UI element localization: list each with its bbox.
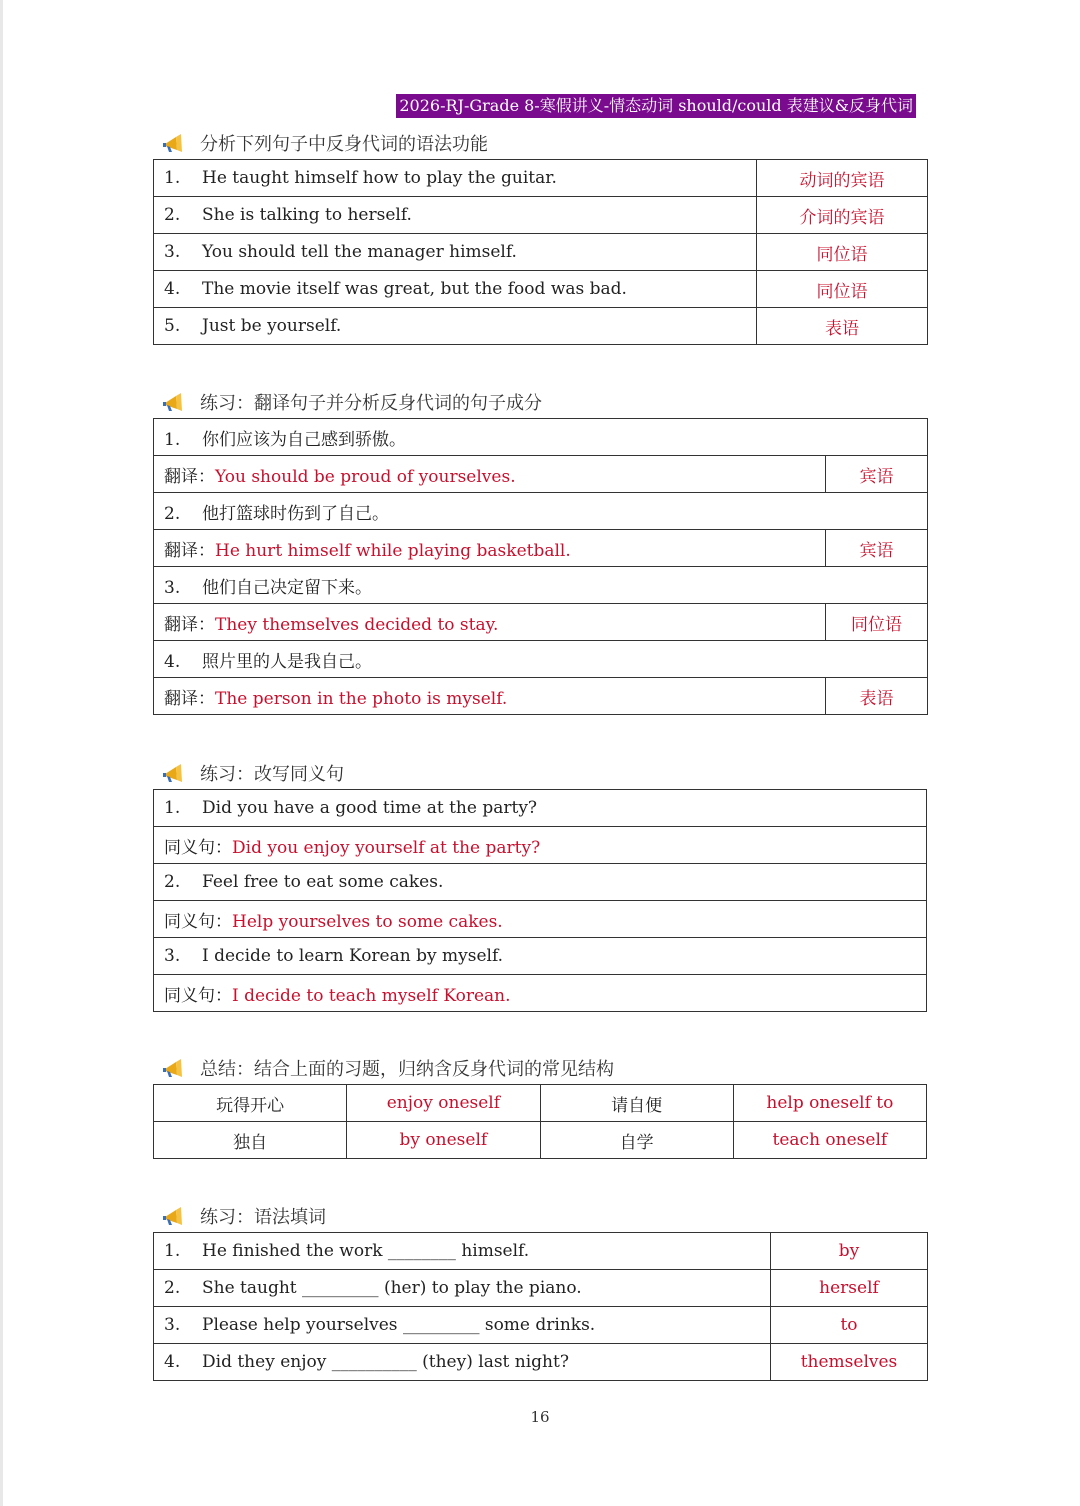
table-row [154,604,928,641]
rewrite-cell: 同义句：Did you enjoy yourself at the party? [154,827,927,864]
section4-heading [162,1055,614,1081]
translation-cell: 翻译：You should be proud of yourselves. [154,456,826,493]
translation-cell: 翻译：He hurt himself while playing basketball. [154,530,826,567]
rewrite-cell: 同义句：I decide to teach myself Korean. [154,975,927,1012]
answer-cell: herself [771,1270,928,1307]
section5-table [153,1232,928,1381]
header-banner: 2026-RJ-Grade 8-寒假讲义-情态动词 should/could 表建议&反身代词 [396,94,916,118]
blank: ________ [387,1241,456,1261]
structure-cell: enjoy oneself [347,1085,540,1122]
megaphone-icon [162,1205,188,1227]
section4-table [153,1084,927,1159]
table-row [154,419,928,456]
table-row [154,827,927,864]
role-cell: 宾语 [826,456,928,493]
table-row [154,938,927,975]
question-cell: 2. She taught _________ (her) to play the piano. [154,1270,771,1307]
table-row [154,271,928,308]
role-cell: 表语 [826,678,928,715]
page-edge [0,0,3,1506]
section2-title: 练习：翻译句子并分析反身代词的句子成分 [200,393,542,414]
sentence-cell: 1. He taught himself how to play the guitar. [154,160,757,197]
meaning-cell: 自学 [540,1122,733,1159]
meaning-cell: 独自 [154,1122,347,1159]
table-row [154,197,928,234]
original-cell: 2. Feel free to eat some cakes. [154,864,927,901]
answer-cell: to [771,1307,928,1344]
table-row [154,234,928,271]
prompt-cell: 3. 他们自己决定留下来。 [154,567,928,604]
answer-cell: 动词的宾语 [757,160,928,197]
table-row [154,567,928,604]
question-cell: 4. Did they enjoy __________ (they) last night? [154,1344,771,1381]
answer-cell: 同位语 [757,234,928,271]
table-row [154,308,928,345]
section5-heading [162,1203,326,1229]
sentence-cell: 2. She is talking to herself. [154,197,757,234]
table-row [154,456,928,493]
megaphone-icon [162,1057,188,1079]
blank: _________ [302,1278,379,1298]
megaphone-icon [162,391,188,413]
section3-title: 练习：改写同义句 [200,764,344,785]
table-row [154,975,927,1012]
table-row [154,641,928,678]
prompt-cell: 1. 你们应该为自己感到骄傲。 [154,419,928,456]
table-row [154,1344,928,1381]
table-row [154,1307,928,1344]
role-cell: 宾语 [826,530,928,567]
meaning-cell: 玩得开心 [154,1085,347,1122]
answer-cell: 介词的宾语 [757,197,928,234]
section1-table [153,159,928,345]
table-row [154,901,927,938]
section2-table [153,418,928,715]
sentence-cell: 4. The movie itself was great, but the food was bad. [154,271,757,308]
megaphone-icon [162,762,188,784]
table-row [154,160,928,197]
section2-heading [162,389,542,415]
table-row [154,493,928,530]
table-row [154,1270,928,1307]
role-cell: 同位语 [826,604,928,641]
table-row [154,1233,928,1270]
original-cell: 1. Did you have a good time at the party? [154,790,927,827]
section4-title: 总结：结合上面的习题，归纳含反身代词的常见结构 [200,1059,614,1080]
table-row [154,1122,927,1159]
answer-cell: by [771,1233,928,1270]
structure-cell: by oneself [347,1122,540,1159]
question-cell: 1. He finished the work ________ himself. [154,1233,771,1270]
section1-heading [162,130,488,156]
question-cell: 3. Please help yourselves _________ some drinks. [154,1307,771,1344]
table-row [154,530,928,567]
answer-cell: themselves [771,1344,928,1381]
prompt-cell: 2. 他打篮球时伤到了自己。 [154,493,928,530]
structure-cell: help oneself to [733,1085,926,1122]
blank: _________ [402,1315,480,1335]
section5-title: 练习：语法填词 [200,1207,326,1228]
section1-title: 分析下列句子中反身代词的语法功能 [200,134,488,155]
meaning-cell: 请自便 [540,1085,733,1122]
answer-cell: 表语 [757,308,928,345]
table-row [154,864,927,901]
translation-cell: 翻译：They themselves decided to stay. [154,604,826,641]
prompt-cell: 4. 照片里的人是我自己。 [154,641,928,678]
table-row [154,790,927,827]
sentence-cell: 5. Just be yourself. [154,308,757,345]
megaphone-icon [162,132,188,154]
blank: __________ [331,1352,417,1372]
sentence-cell: 3. You should tell the manager himself. [154,234,757,271]
section3-heading [162,760,344,786]
section3-table [153,789,927,1012]
table-row [154,1085,927,1122]
translation-cell: 翻译：The person in the photo is myself. [154,678,826,715]
rewrite-cell: 同义句：Help yourselves to some cakes. [154,901,927,938]
structure-cell: teach oneself [733,1122,926,1159]
answer-cell: 同位语 [757,271,928,308]
original-cell: 3. I decide to learn Korean by myself. [154,938,927,975]
page-number: 16 [530,1408,550,1426]
table-row [154,678,928,715]
